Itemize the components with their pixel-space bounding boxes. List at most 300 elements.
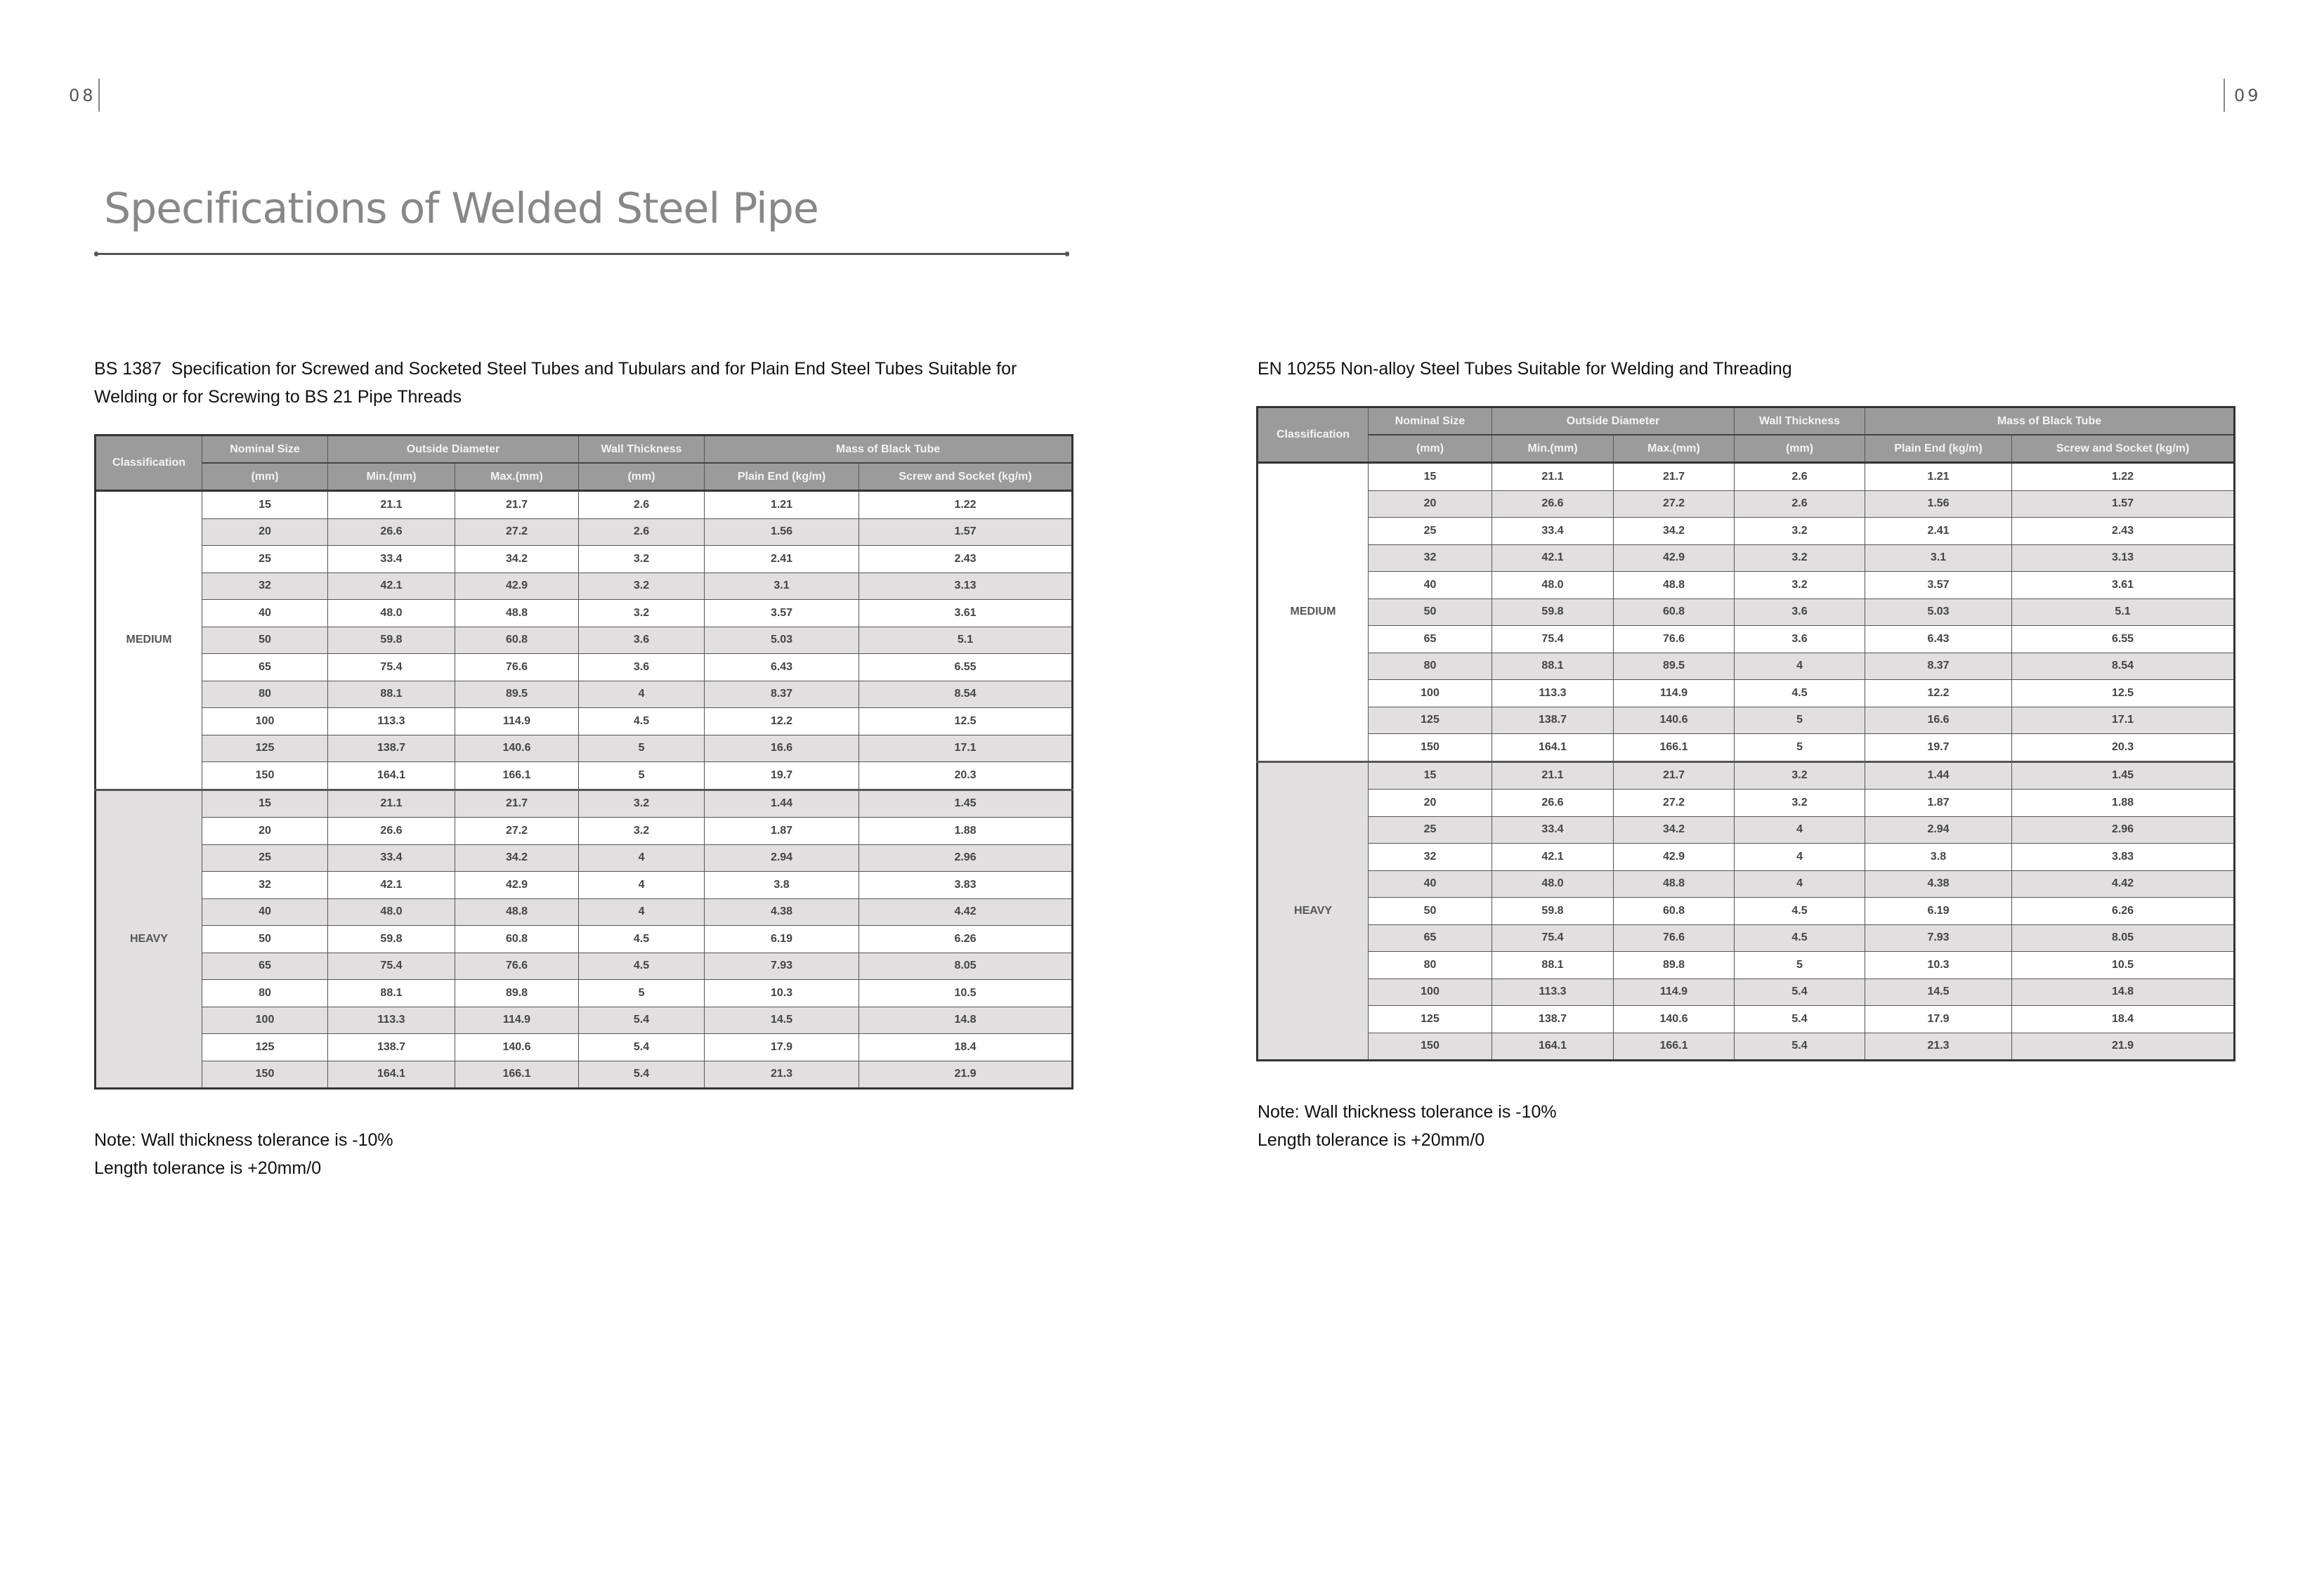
cell-od-min: 88.1 [1492, 653, 1614, 680]
table-row [1258, 463, 2235, 491]
cell-mass-plain-end: 1.44 [705, 790, 859, 818]
title-underline [96, 253, 1068, 255]
table-row [96, 844, 1073, 872]
cell-wall-thickness: 5.4 [579, 1061, 705, 1089]
table-row [96, 572, 1073, 600]
cell-mass-plain-end: 21.3 [705, 1061, 859, 1089]
cell-mass-plain-end: 1.21 [705, 491, 859, 519]
table-row [1258, 979, 2235, 1006]
cell-nominal-size: 125 [1369, 707, 1492, 734]
table-row [1258, 626, 2235, 653]
cell-wall-thickness: 3.6 [1735, 626, 1865, 653]
cell-mass-screw-socket: 3.61 [859, 600, 1073, 627]
cell-wall-thickness: 4 [1735, 653, 1865, 680]
cell-mass-screw-socket: 4.42 [2012, 870, 2235, 898]
cell-od-min: 138.7 [1492, 707, 1614, 734]
cell-wall-thickness: 4.5 [579, 708, 705, 735]
cell-od-max: 48.8 [455, 898, 579, 926]
bs1387-notes [94, 1126, 393, 1182]
table-row [96, 681, 1073, 708]
note-length-tolerance: Length tolerance is +20mm/0 [94, 1158, 322, 1178]
cell-mass-plain-end: 2.94 [1865, 816, 2012, 844]
cell-mass-screw-socket: 1.88 [859, 818, 1073, 845]
cell-wall-thickness: 5 [579, 735, 705, 762]
cell-od-max: 76.6 [455, 953, 579, 980]
cell-od-max: 114.9 [455, 708, 579, 735]
cell-nominal-size: 65 [1369, 924, 1492, 952]
cell-nominal-size: 40 [1369, 572, 1492, 599]
cell-od-max: 114.9 [1614, 979, 1735, 1006]
cell-od-min: 164.1 [1492, 734, 1614, 762]
cell-od-min: 59.8 [328, 926, 455, 953]
cell-nominal-size: 20 [1369, 490, 1492, 518]
cell-mass-screw-socket: 10.5 [2012, 952, 2235, 979]
cell-od-max: 34.2 [1614, 518, 1735, 545]
page-title: Specifications of Welded Steel Pipe [104, 184, 818, 233]
table-row [1258, 490, 2235, 518]
table-row [96, 627, 1073, 654]
cell-od-max: 21.7 [455, 790, 579, 818]
cell-mass-plain-end: 4.38 [1865, 870, 2012, 898]
cell-mass-screw-socket: 8.54 [859, 681, 1073, 708]
cell-wall-thickness: 3.2 [579, 572, 705, 600]
cell-mass-screw-socket: 8.54 [2012, 653, 2235, 680]
cell-wall-thickness: 3.2 [1735, 572, 1865, 599]
cell-wall-thickness: 5 [1735, 734, 1865, 762]
cell-mass-screw-socket: 1.22 [859, 491, 1073, 519]
cell-od-max: 166.1 [1614, 1033, 1735, 1061]
table-row [1258, 952, 2235, 979]
cell-od-max: 166.1 [1614, 734, 1735, 762]
cell-wall-thickness: 5 [1735, 952, 1865, 979]
cell-wall-thickness: 2.6 [579, 491, 705, 519]
cell-mass-screw-socket: 17.1 [2012, 707, 2235, 734]
cell-wall-thickness: 3.2 [579, 546, 705, 573]
cell-nominal-size: 32 [1369, 544, 1492, 572]
cell-mass-screw-socket: 6.26 [2012, 898, 2235, 925]
cell-od-min: 88.1 [328, 980, 455, 1007]
en10255-caption [1258, 355, 1792, 383]
cell-od-max: 27.2 [1614, 490, 1735, 518]
table-row [96, 546, 1073, 573]
cell-wall-thickness: 5 [1735, 707, 1865, 734]
cell-od-min: 26.6 [1492, 790, 1614, 817]
header-nominal-size: Nominal Size [1369, 407, 1492, 436]
cell-od-max: 140.6 [455, 1034, 579, 1061]
cell-mass-plain-end: 6.43 [1865, 626, 2012, 653]
cell-mass-plain-end: 6.43 [705, 654, 859, 681]
cell-wall-thickness: 4 [1735, 870, 1865, 898]
cell-od-max: 21.7 [455, 491, 579, 519]
cell-nominal-size: 20 [202, 818, 328, 845]
cell-mass-screw-socket: 1.22 [2012, 463, 2235, 491]
cell-od-max: 114.9 [455, 1007, 579, 1034]
cell-mass-plain-end: 5.03 [1865, 598, 2012, 626]
cell-nominal-size: 65 [1369, 626, 1492, 653]
cell-od-min: 138.7 [1492, 1006, 1614, 1033]
header-plain-end: Plain End (kg/m) [705, 463, 859, 491]
cell-nominal-size: 65 [202, 953, 328, 980]
table-row [96, 1034, 1073, 1061]
cell-od-min: 33.4 [328, 844, 455, 872]
cell-nominal-size: 15 [202, 790, 328, 818]
cell-od-min: 42.1 [1492, 544, 1614, 572]
cell-nominal-size: 80 [1369, 952, 1492, 979]
cell-mass-screw-socket: 18.4 [859, 1034, 1073, 1061]
cell-mass-plain-end: 17.9 [705, 1034, 859, 1061]
cell-od-max: 76.6 [1614, 626, 1735, 653]
classification-cell: MEDIUM [96, 491, 202, 790]
cell-wall-thickness: 4.5 [1735, 898, 1865, 925]
cell-od-min: 26.6 [328, 818, 455, 845]
en10255-caption-line1: EN 10255 Non-alloy Steel Tubes Suitable for Welding and Threading [1258, 359, 1792, 379]
cell-od-min: 88.1 [328, 681, 455, 708]
cell-mass-screw-socket: 8.05 [859, 953, 1073, 980]
cell-mass-screw-socket: 14.8 [2012, 979, 2235, 1006]
cell-nominal-size: 50 [202, 926, 328, 953]
cell-mass-screw-socket: 21.9 [859, 1061, 1073, 1089]
cell-nominal-size: 150 [1369, 734, 1492, 762]
cell-od-min: 21.1 [1492, 463, 1614, 491]
header-wall-thickness: Wall Thickness [579, 436, 705, 464]
cell-od-max: 48.8 [1614, 870, 1735, 898]
cell-nominal-size: 25 [202, 546, 328, 573]
page-number-divider-left [98, 79, 100, 112]
cell-mass-screw-socket: 3.83 [2012, 844, 2235, 871]
page-number-divider-right [2224, 79, 2225, 112]
table-row [96, 1007, 1073, 1034]
cell-mass-screw-socket: 3.61 [2012, 572, 2235, 599]
header-outside-diameter: Outside Diameter [328, 436, 579, 464]
cell-mass-plain-end: 3.1 [1865, 544, 2012, 572]
cell-wall-thickness: 3.6 [1735, 598, 1865, 626]
bs1387-spec-table [94, 434, 1073, 1089]
page-number-right: 09 [2234, 86, 2261, 105]
cell-mass-plain-end: 17.9 [1865, 1006, 2012, 1033]
cell-od-min: 75.4 [328, 953, 455, 980]
cell-mass-plain-end: 14.5 [705, 1007, 859, 1034]
table-row [96, 491, 1073, 519]
cell-mass-screw-socket: 2.96 [859, 844, 1073, 872]
header-nominal-size: Nominal Size [202, 436, 328, 464]
header-wall-thickness: Wall Thickness [1735, 407, 1865, 436]
cell-wall-thickness: 4.5 [1735, 924, 1865, 952]
cell-od-min: 164.1 [1492, 1033, 1614, 1061]
table-row [1258, 844, 2235, 871]
en10255-notes [1258, 1098, 1557, 1154]
cell-nominal-size: 32 [1369, 844, 1492, 871]
cell-wall-thickness: 4 [1735, 816, 1865, 844]
cell-od-max: 166.1 [455, 762, 579, 790]
header-screw-socket: Screw and Socket (kg/m) [859, 463, 1073, 491]
cell-od-min: 113.3 [328, 1007, 455, 1034]
header-classification: Classification [96, 436, 202, 491]
cell-mass-plain-end: 3.8 [1865, 844, 2012, 871]
cell-od-max: 60.8 [455, 627, 579, 654]
cell-od-min: 113.3 [328, 708, 455, 735]
en10255-spec-table [1256, 406, 2235, 1061]
cell-wall-thickness: 4 [1735, 844, 1865, 871]
cell-nominal-size: 80 [202, 980, 328, 1007]
cell-wall-thickness: 4 [579, 872, 705, 899]
cell-nominal-size: 20 [202, 518, 328, 546]
cell-mass-plain-end: 7.93 [1865, 924, 2012, 952]
cell-mass-plain-end: 3.57 [1865, 572, 2012, 599]
cell-od-max: 60.8 [455, 926, 579, 953]
table-row [96, 926, 1073, 953]
cell-od-min: 164.1 [328, 762, 455, 790]
cell-mass-plain-end: 1.56 [1865, 490, 2012, 518]
page-number-left: 08 [69, 86, 96, 105]
cell-od-max: 34.2 [455, 546, 579, 573]
cell-wall-thickness: 5 [579, 762, 705, 790]
cell-od-max: 76.6 [455, 654, 579, 681]
cell-nominal-size: 150 [202, 762, 328, 790]
table-row [1258, 1033, 2235, 1061]
cell-mass-screw-socket: 12.5 [859, 708, 1073, 735]
header-row-2 [1258, 435, 2235, 463]
cell-nominal-size: 80 [1369, 653, 1492, 680]
cell-od-min: 138.7 [328, 735, 455, 762]
cell-mass-screw-socket: 20.3 [2012, 734, 2235, 762]
cell-mass-screw-socket: 5.1 [2012, 598, 2235, 626]
cell-mass-plain-end: 2.41 [705, 546, 859, 573]
cell-mass-screw-socket: 2.43 [859, 546, 1073, 573]
cell-od-min: 164.1 [328, 1061, 455, 1089]
cell-mass-screw-socket: 12.5 [2012, 680, 2235, 707]
note-wall-thickness-tolerance: Note: Wall thickness tolerance is -10% [94, 1130, 393, 1150]
cell-od-max: 42.9 [1614, 844, 1735, 871]
cell-wall-thickness: 3.2 [1735, 761, 1865, 790]
cell-mass-plain-end: 3.8 [705, 872, 859, 899]
cell-od-max: 60.8 [1614, 898, 1735, 925]
cell-od-min: 48.0 [1492, 572, 1614, 599]
cell-mass-plain-end: 10.3 [705, 980, 859, 1007]
cell-mass-screw-socket: 6.26 [859, 926, 1073, 953]
cell-mass-plain-end: 12.2 [1865, 680, 2012, 707]
cell-od-min: 33.4 [1492, 518, 1614, 545]
cell-od-max: 34.2 [455, 844, 579, 872]
cell-od-max: 34.2 [1614, 816, 1735, 844]
cell-nominal-size: 40 [1369, 870, 1492, 898]
cell-od-min: 21.1 [1492, 761, 1614, 790]
table-row [1258, 761, 2235, 790]
table-row [1258, 653, 2235, 680]
table-row [1258, 707, 2235, 734]
cell-nominal-size: 100 [202, 1007, 328, 1034]
table-row [96, 980, 1073, 1007]
cell-mass-plain-end: 7.93 [705, 953, 859, 980]
cell-od-min: 21.1 [328, 790, 455, 818]
table-row [96, 790, 1073, 818]
cell-mass-screw-socket: 18.4 [2012, 1006, 2235, 1033]
cell-mass-screw-socket: 20.3 [859, 762, 1073, 790]
header-row-1 [96, 436, 1073, 464]
cell-od-max: 89.5 [1614, 653, 1735, 680]
cell-mass-screw-socket: 1.57 [859, 518, 1073, 546]
header-nominal-size-unit: (mm) [202, 463, 328, 491]
cell-mass-screw-socket: 17.1 [859, 735, 1073, 762]
cell-od-min: 59.8 [328, 627, 455, 654]
cell-od-min: 26.6 [328, 518, 455, 546]
cell-mass-plain-end: 1.56 [705, 518, 859, 546]
table-row [96, 735, 1073, 762]
table-row [1258, 544, 2235, 572]
cell-nominal-size: 15 [1369, 761, 1492, 790]
cell-nominal-size: 80 [202, 681, 328, 708]
cell-mass-plain-end: 19.7 [1865, 734, 2012, 762]
cell-nominal-size: 50 [202, 627, 328, 654]
header-wall-thickness-unit: (mm) [579, 463, 705, 491]
cell-od-max: 42.9 [1614, 544, 1735, 572]
table-row [96, 654, 1073, 681]
header-mass-black-tube: Mass of Black Tube [1865, 407, 2235, 436]
header-row-2 [96, 463, 1073, 491]
cell-mass-screw-socket: 1.45 [2012, 761, 2235, 790]
cell-od-max: 27.2 [1614, 790, 1735, 817]
cell-wall-thickness: 3.6 [579, 627, 705, 654]
cell-od-min: 59.8 [1492, 898, 1614, 925]
cell-mass-screw-socket: 5.1 [859, 627, 1073, 654]
header-row-1 [1258, 407, 2235, 436]
table-row [1258, 680, 2235, 707]
cell-nominal-size: 15 [202, 491, 328, 519]
table-row [1258, 816, 2235, 844]
cell-mass-screw-socket: 1.45 [859, 790, 1073, 818]
cell-wall-thickness: 4.5 [579, 953, 705, 980]
cell-mass-plain-end: 12.2 [705, 708, 859, 735]
cell-od-max: 42.9 [455, 572, 579, 600]
cell-nominal-size: 15 [1369, 463, 1492, 491]
cell-nominal-size: 32 [202, 872, 328, 899]
cell-nominal-size: 25 [1369, 816, 1492, 844]
cell-od-max: 21.7 [1614, 463, 1735, 491]
table-row [96, 898, 1073, 926]
cell-od-min: 33.4 [328, 546, 455, 573]
cell-od-max: 89.5 [455, 681, 579, 708]
cell-od-max: 21.7 [1614, 761, 1735, 790]
cell-nominal-size: 100 [1369, 979, 1492, 1006]
cell-od-max: 42.9 [455, 872, 579, 899]
cell-od-min: 75.4 [1492, 626, 1614, 653]
table-row [1258, 734, 2235, 762]
cell-nominal-size: 50 [1369, 598, 1492, 626]
cell-wall-thickness: 3.2 [1735, 518, 1865, 545]
cell-od-min: 42.1 [1492, 844, 1614, 871]
cell-od-min: 59.8 [1492, 598, 1614, 626]
cell-wall-thickness: 4 [579, 681, 705, 708]
cell-wall-thickness: 3.2 [579, 600, 705, 627]
table-row [96, 953, 1073, 980]
header-mass-black-tube: Mass of Black Tube [705, 436, 1073, 464]
cell-mass-plain-end: 16.6 [705, 735, 859, 762]
cell-wall-thickness: 5.4 [1735, 1033, 1865, 1061]
cell-nominal-size: 100 [202, 708, 328, 735]
table-row [96, 872, 1073, 899]
classification-cell: MEDIUM [1258, 463, 1369, 762]
cell-mass-screw-socket: 1.88 [2012, 790, 2235, 817]
table-row [1258, 598, 2235, 626]
cell-wall-thickness: 4 [579, 844, 705, 872]
bs1387-caption-line2: Welding or for Screwing to BS 21 Pipe Threads [94, 387, 462, 407]
header-od-min: Min.(mm) [1492, 435, 1614, 463]
table-row [96, 600, 1073, 627]
cell-wall-thickness: 4 [579, 898, 705, 926]
cell-mass-screw-socket: 3.13 [2012, 544, 2235, 572]
cell-od-min: 113.3 [1492, 979, 1614, 1006]
cell-nominal-size: 40 [202, 898, 328, 926]
cell-wall-thickness: 3.2 [579, 818, 705, 845]
cell-wall-thickness: 2.6 [1735, 490, 1865, 518]
header-od-max: Max.(mm) [1614, 435, 1735, 463]
cell-od-min: 88.1 [1492, 952, 1614, 979]
table-body [96, 491, 1073, 1089]
cell-mass-screw-socket: 6.55 [859, 654, 1073, 681]
cell-nominal-size: 50 [1369, 898, 1492, 925]
cell-mass-screw-socket: 3.13 [859, 572, 1073, 600]
cell-mass-plain-end: 16.6 [1865, 707, 2012, 734]
table-row [1258, 572, 2235, 599]
cell-od-max: 48.8 [1614, 572, 1735, 599]
cell-mass-plain-end: 14.5 [1865, 979, 2012, 1006]
cell-wall-thickness: 3.2 [1735, 790, 1865, 817]
cell-od-min: 21.1 [328, 491, 455, 519]
cell-od-min: 113.3 [1492, 680, 1614, 707]
header-od-min: Min.(mm) [328, 463, 455, 491]
header-screw-socket: Screw and Socket (kg/m) [2012, 435, 2235, 463]
cell-od-min: 42.1 [328, 872, 455, 899]
cell-mass-plain-end: 21.3 [1865, 1033, 2012, 1061]
cell-od-max: 89.8 [455, 980, 579, 1007]
cell-od-min: 42.1 [328, 572, 455, 600]
header-classification: Classification [1258, 407, 1369, 463]
cell-mass-plain-end: 2.94 [705, 844, 859, 872]
cell-od-min: 48.0 [328, 898, 455, 926]
cell-mass-plain-end: 8.37 [1865, 653, 2012, 680]
table-row [1258, 518, 2235, 545]
cell-mass-plain-end: 1.21 [1865, 463, 2012, 491]
cell-nominal-size: 125 [202, 1034, 328, 1061]
cell-wall-thickness: 5.4 [1735, 1006, 1865, 1033]
cell-wall-thickness: 5.4 [579, 1007, 705, 1034]
cell-mass-screw-socket: 6.55 [2012, 626, 2235, 653]
cell-od-min: 33.4 [1492, 816, 1614, 844]
cell-mass-plain-end: 4.38 [705, 898, 859, 926]
cell-od-max: 166.1 [455, 1061, 579, 1089]
cell-nominal-size: 32 [202, 572, 328, 600]
cell-mass-screw-socket: 8.05 [2012, 924, 2235, 952]
cell-mass-screw-socket: 2.96 [2012, 816, 2235, 844]
cell-wall-thickness: 5 [579, 980, 705, 1007]
cell-mass-screw-socket: 2.43 [2012, 518, 2235, 545]
header-wall-thickness-unit: (mm) [1735, 435, 1865, 463]
cell-od-max: 76.6 [1614, 924, 1735, 952]
cell-nominal-size: 125 [1369, 1006, 1492, 1033]
table-row [1258, 924, 2235, 952]
cell-wall-thickness: 4.5 [1735, 680, 1865, 707]
cell-mass-screw-socket: 14.8 [859, 1007, 1073, 1034]
table-body [1258, 463, 2235, 1061]
cell-mass-screw-socket: 4.42 [859, 898, 1073, 926]
cell-mass-plain-end: 10.3 [1865, 952, 2012, 979]
note-length-tolerance: Length tolerance is +20mm/0 [1258, 1130, 1485, 1150]
classification-cell: HEAVY [1258, 761, 1369, 1061]
cell-mass-plain-end: 1.44 [1865, 761, 2012, 790]
table-row [96, 708, 1073, 735]
cell-nominal-size: 25 [1369, 518, 1492, 545]
cell-od-max: 114.9 [1614, 680, 1735, 707]
cell-mass-screw-socket: 10.5 [859, 980, 1073, 1007]
